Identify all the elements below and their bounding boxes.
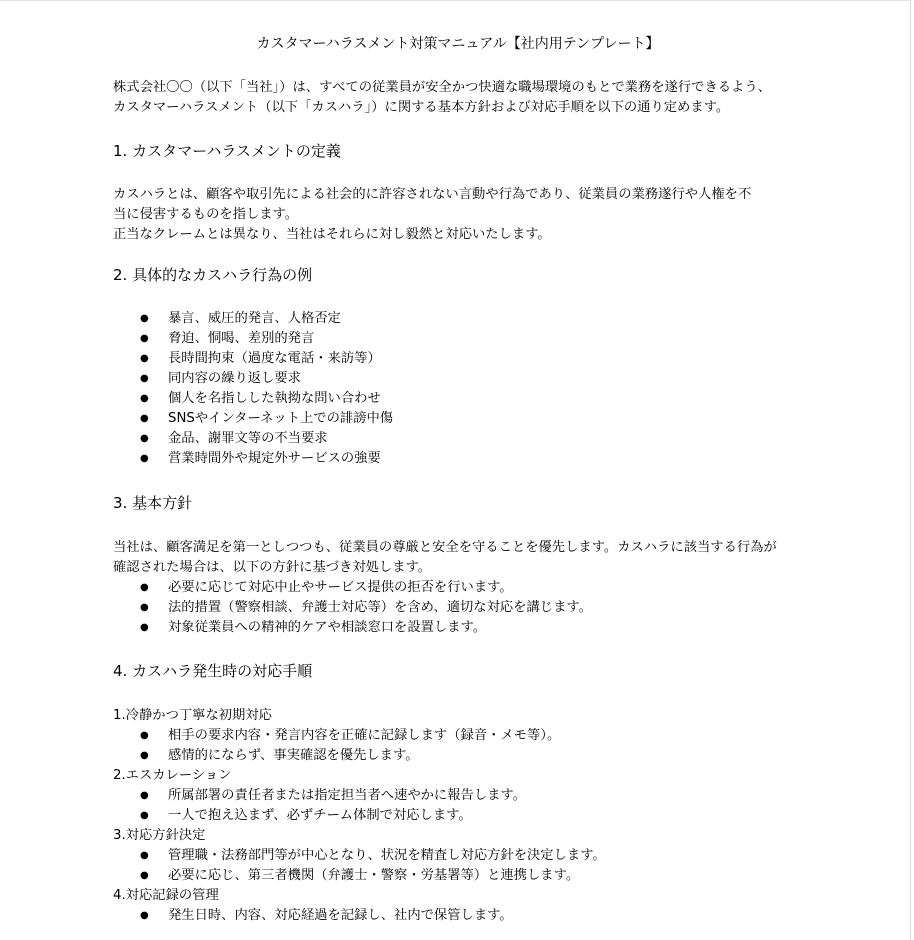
- list-item: [113, 866, 606, 886]
- bullet-icon: ●: [140, 622, 149, 633]
- list-item-text: 一人で抱え込まず、必ずチーム体制で対応します。: [168, 808, 472, 823]
- list-item-text: 発生日時、内容、対応経過を記録し、社内で保管します。: [168, 908, 513, 923]
- step-1-list: [113, 726, 560, 766]
- list-item: [113, 429, 393, 449]
- bullet-icon: ●: [140, 790, 149, 801]
- list-item-text: 対象従業員への精神的ケアや相談窓口を設置します。: [168, 620, 487, 635]
- step-3-label: 3.対応方針決定: [113, 828, 206, 843]
- bullet-icon: ●: [140, 333, 149, 344]
- step-4-label: 4.対応記録の管理: [113, 888, 219, 903]
- bullet-icon: ●: [140, 870, 149, 881]
- bullet-icon: ●: [140, 353, 149, 364]
- list-item-text: 必要に応じ、第三者機関（弁護士・警察・労基署等）と連携します。: [168, 868, 580, 883]
- section-1-line-1: カスハラとは、顧客や取引先による社会的に許容されない言動や行為であり、従業員の業務遂行や人権を不: [113, 187, 752, 202]
- section-1-heading: 1. カスタマーハラスメントの定義: [113, 142, 341, 160]
- list-item-text: 長時間拘束（過度な電話・来訪等）: [168, 351, 381, 366]
- bullet-icon: ●: [140, 313, 149, 324]
- list-item: [113, 309, 393, 329]
- list-item-text: 同内容の繰り返し要求: [168, 371, 301, 386]
- section-3-heading: 3. 基本方針: [113, 494, 193, 512]
- list-item-text: 暴言、威圧的発言、人格否定: [168, 311, 341, 326]
- section-1-line-2: 当に侵害するものを指します。: [113, 207, 299, 222]
- list-item: [113, 746, 560, 766]
- list-item: [113, 618, 592, 638]
- list-item: [113, 786, 526, 806]
- section-4-heading: 4. カスハラ発生時の対応手順: [113, 662, 313, 680]
- document-title: カスタマーハラスメント対策マニュアル【社内用テンプレート】: [256, 36, 660, 52]
- bullet-icon: ●: [140, 730, 149, 741]
- section-3-line-2: 確認された場合は、以下の方針に基づき対処します。: [113, 560, 432, 575]
- list-item: [113, 329, 393, 349]
- list-item-text: 脅迫、恫喝、差別的発言: [168, 331, 315, 346]
- section-1-line-3: 正当なクレームとは異なり、当社はそれらに対し毅然と対応いたします。: [113, 227, 551, 242]
- bullet-icon: ●: [140, 453, 149, 464]
- bullet-icon: ●: [140, 810, 149, 821]
- list-item: [113, 846, 606, 866]
- step-4-list: [113, 906, 513, 926]
- list-item-text: 金品、謝罪文等の不当要求: [168, 431, 328, 446]
- list-item: [113, 906, 513, 926]
- step-2-label: 2.エスカレーション: [113, 768, 232, 783]
- section-3-line-1: 当社は、顧客満足を第一としつつも、従業員の尊厳と安全を守ることを優先します。カスハラに該当する行為が: [113, 540, 777, 555]
- bullet-icon: ●: [140, 850, 149, 861]
- list-item-text: 必要に応じて対応中止やサービス提供の拒否を行います。: [168, 580, 513, 595]
- list-item: [113, 409, 393, 429]
- list-item-text: 管理職・法務部門等が中心となり、状況を精査し対応方針を決定します。: [168, 848, 606, 863]
- intro-line-2: カスタマーハラスメント（以下「カスハラ」）に関する基本方針および対応手順を以下の通り定めます。: [113, 100, 730, 115]
- step-1-label: 1.冷静かつ丁寧な初期対応: [113, 708, 272, 723]
- list-item-text: 営業時間外や規定外サービスの強要: [168, 451, 381, 466]
- list-item-text: 個人を名指しした執拗な問い合わせ: [168, 391, 381, 406]
- list-item-text: 所属部署の責任者または指定担当者へ速やかに報告します。: [168, 788, 526, 803]
- section-3-list: [113, 578, 592, 638]
- list-item: [113, 349, 393, 369]
- bullet-icon: ●: [140, 582, 149, 593]
- bullet-icon: ●: [140, 373, 149, 384]
- section-2-heading: 2. 具体的なカスハラ行為の例: [113, 266, 313, 284]
- bullet-icon: ●: [140, 602, 149, 613]
- list-item: [113, 726, 560, 746]
- list-item-text: 法的措置（警察相談、弁護士対応等）を含め、適切な対応を講じます。: [168, 600, 592, 615]
- bullet-icon: ●: [140, 433, 149, 444]
- list-item: [113, 389, 393, 409]
- list-item-text: 相手の要求内容・発言内容を正確に記録します（録音・メモ等）。: [168, 728, 561, 743]
- bullet-icon: ●: [140, 910, 149, 921]
- intro-line-1: 株式会社〇〇（以下「当社」）は、すべての従業員が安全かつ快適な職場環境のもとで業務を遂行できるよう、: [113, 80, 771, 95]
- bullet-icon: ●: [140, 413, 149, 424]
- list-item: [113, 369, 393, 389]
- bullet-icon: ●: [140, 393, 149, 404]
- list-item-text: 感情的にならず、事実確認を優先します。: [168, 748, 419, 763]
- list-item: [113, 806, 526, 826]
- list-item: [113, 449, 393, 469]
- list-item-text: SNSやインターネット上での誹謗中傷: [168, 411, 394, 426]
- list-item: [113, 578, 592, 598]
- step-3-list: [113, 846, 606, 886]
- bullet-icon: ●: [140, 750, 149, 761]
- section-2-list: [113, 309, 393, 469]
- list-item: [113, 598, 592, 618]
- step-2-list: [113, 786, 526, 826]
